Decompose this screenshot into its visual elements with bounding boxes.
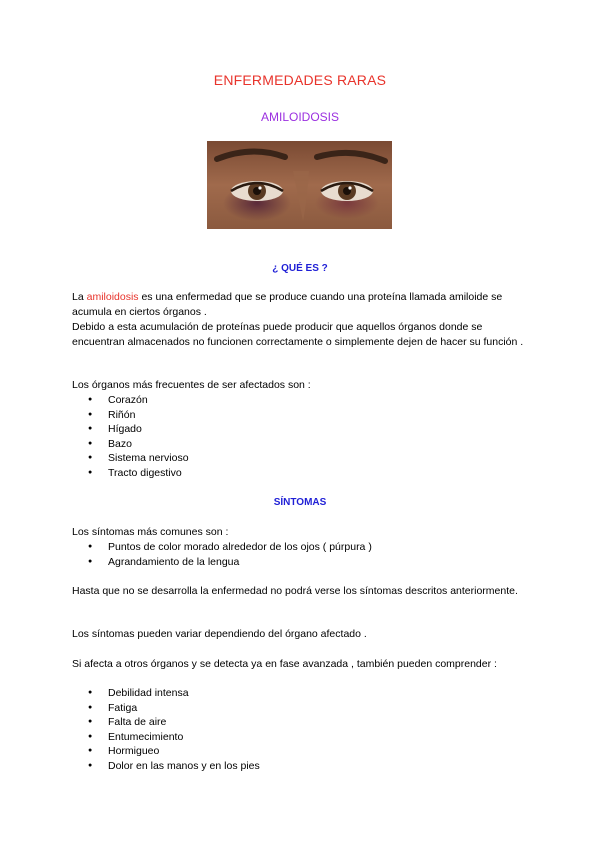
list-item: ● Falta de aire: [88, 715, 260, 730]
list-item: ● Fatiga: [88, 701, 260, 716]
list-item: ● Debilidad intensa: [88, 686, 260, 701]
cause-paragraph: Debido a esta acumulación de proteínas puede producir que aquellos órganos donde se encuentran almacenados no funcionen correctamente o simplemente dejen de hacer su función .: [72, 321, 524, 348]
until-paragraph: Hasta que no se desarrolla la enfermedad no podrá verse los síntomas descritos anteriormente.: [72, 585, 518, 597]
vary-paragraph: Los síntomas pueden variar dependiendo del órgano afectado .: [72, 628, 367, 640]
document-subtitle: AMILOIDOSIS: [260, 110, 340, 124]
list-item: ● Puntos de color morado alrededor de los ojos ( púrpura ): [88, 540, 372, 555]
organs-intro: Los órganos más frecuentes de ser afectados son :: [72, 379, 311, 391]
list-item: ● Corazón: [88, 393, 189, 408]
list-item: ● Hígado: [88, 422, 189, 437]
list-item: ● Sistema nervioso: [88, 451, 189, 466]
list-item: ● Tracto digestivo: [88, 466, 189, 481]
list-item: ● Bazo: [88, 437, 189, 452]
other-organs-paragraph: Si afecta a otros órganos y se detecta ya en fase avanzada , también pueden comprender :: [72, 658, 497, 670]
section-heading-symptoms: SÍNTOMAS: [273, 497, 327, 508]
eyes-photo: [207, 141, 392, 229]
highlight-term: amiloidosis: [86, 291, 139, 303]
list-item: ● Agrandamiento de la lengua: [88, 555, 372, 570]
intro-paragraph: [72, 290, 532, 319]
intro-text-post: es una enfermedad que se produce cuando una proteína llamada amiloide se acumula en ciertos órganos .: [72, 291, 503, 318]
organs-list: [88, 393, 189, 481]
intro-text-pre: La: [72, 291, 87, 303]
list-item: ● Dolor en las manos y en los pies: [88, 759, 260, 774]
list-item: ● Riñón: [88, 408, 189, 423]
list-item: ● Entumecimiento: [88, 730, 260, 745]
common-symptoms-list: [88, 540, 372, 569]
advanced-symptoms-list: [88, 686, 260, 774]
symptoms-intro: Los síntomas más comunes son :: [72, 526, 229, 538]
list-item: ● Hormigueo: [88, 744, 260, 759]
section-heading-what-is: ¿ QUÉ ES ?: [272, 263, 328, 274]
document-title: ENFERMEDADES RARAS: [213, 72, 387, 88]
